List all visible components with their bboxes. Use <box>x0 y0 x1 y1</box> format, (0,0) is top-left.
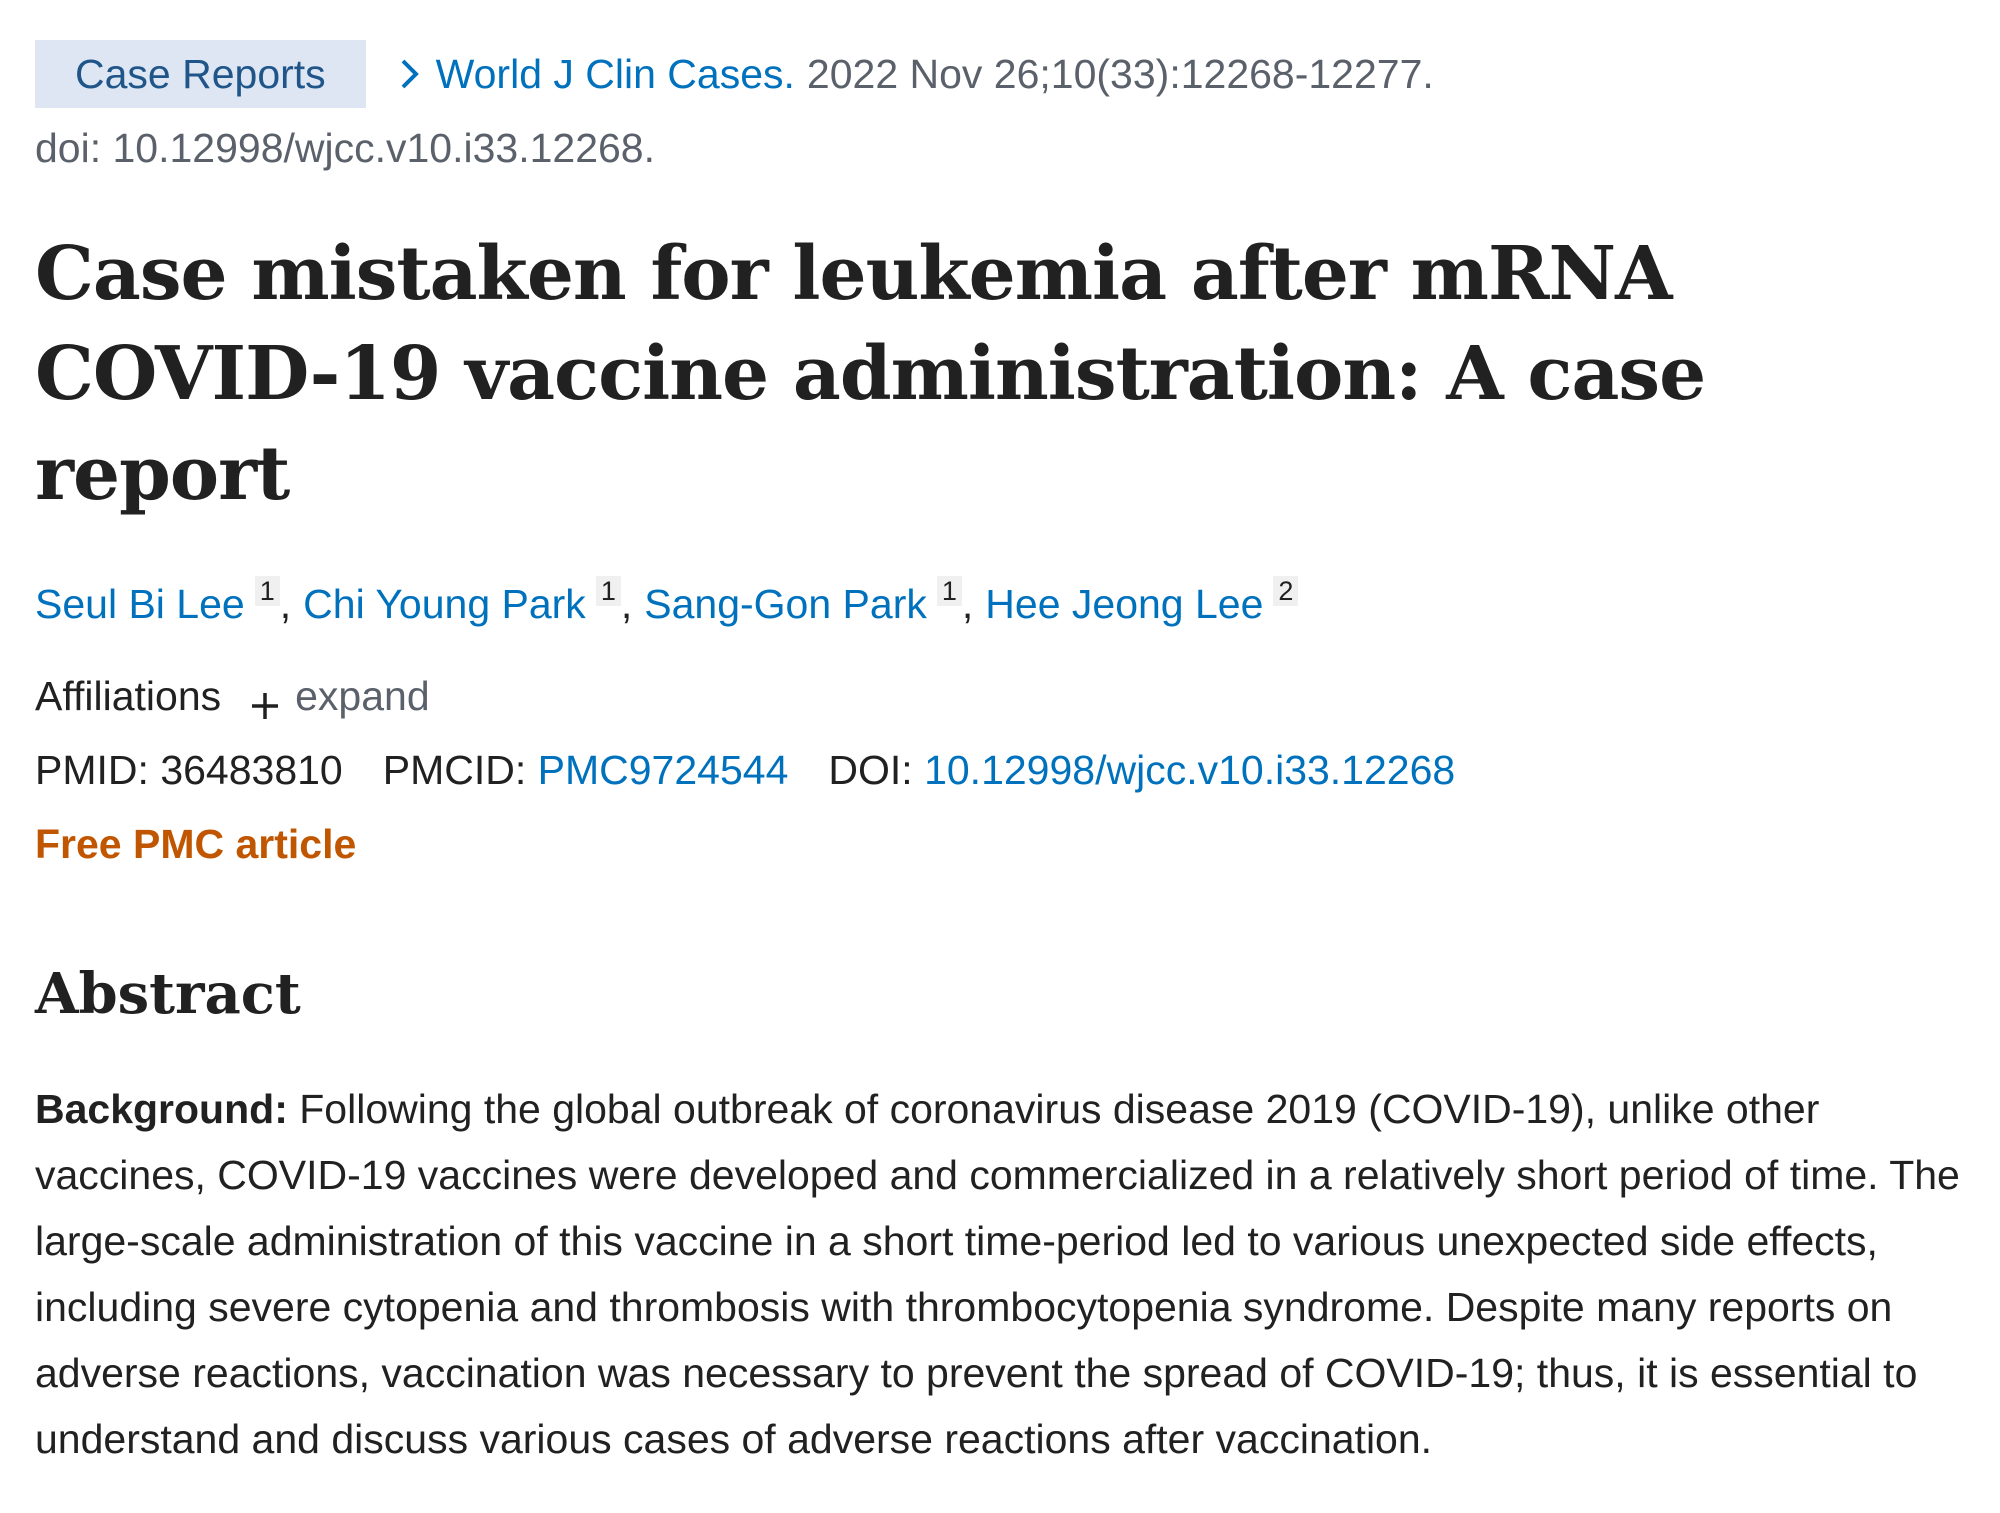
plus-icon <box>249 680 281 712</box>
journal-link[interactable]: World J Clin Cases. <box>435 50 795 97</box>
affiliations-row <box>35 668 1965 724</box>
publication-type-badge[interactable]: Case Reports <box>35 40 366 108</box>
background-label: Background: <box>35 1086 288 1133</box>
doi-line: doi: 10.12998/wjcc.v10.i33.12268. <box>35 125 656 171</box>
pmid-group <box>35 742 343 798</box>
doi-label: DOI: <box>828 747 913 793</box>
expand-label: expand <box>295 673 430 719</box>
chevron-right-icon <box>396 54 424 94</box>
affiliation-marker[interactable]: 1 <box>255 576 280 606</box>
pmcid-label: PMCID: <box>382 747 527 793</box>
author-link[interactable]: Seul Bi Lee <box>35 581 245 627</box>
affiliation-marker[interactable]: 1 <box>937 576 962 606</box>
doi-group <box>828 742 1455 798</box>
citation-row <box>35 40 1965 108</box>
citation-details: 2022 Nov 26;10(33):12268-12277. <box>806 50 1434 97</box>
affiliation-marker[interactable]: 1 <box>596 576 621 606</box>
author-list <box>35 576 1965 632</box>
doi-link[interactable]: 10.12998/wjcc.v10.i33.12268 <box>924 747 1456 793</box>
abstract-background <box>35 1076 1965 1472</box>
pmcid-link[interactable]: PMC9724544 <box>537 747 789 793</box>
abstract-heading: Abstract <box>35 961 301 1027</box>
affiliation-marker[interactable]: 2 <box>1273 576 1298 606</box>
author-separator: , <box>620 581 633 627</box>
expand-affiliations-button[interactable] <box>249 668 430 724</box>
affiliations-label: Affiliations <box>35 673 222 719</box>
background-text: Following the global outbreak of coronavirus disease 2019 (COVID-19), unlike other vaccines, COVID-19 vaccines were developed and commercialized in a relatively short period of time. The large-scale administration of this vaccine in a short time-period led to various unexpected side effects, including severe cytopenia and thrombosis with thrombocytopenia syndrome. Despite many reports on adverse reactions, vaccination was necessary to prevent the spread of COVID-19; thus, it is essential to understand and discuss various cases of adverse reactions after vaccination. <box>35 1086 1960 1463</box>
identifiers-row <box>35 742 1965 798</box>
article-page <box>35 40 1965 1513</box>
author-link[interactable]: Chi Young Park <box>303 581 586 627</box>
author-link[interactable]: Sang-Gon Park <box>644 581 927 627</box>
author-separator: , <box>279 581 292 627</box>
pmcid-group <box>383 742 789 798</box>
article-title: Case mistaken for leukemia after mRNA COVID-19 vaccine administration: A case report <box>35 231 1706 517</box>
pmid-label: PMID: <box>35 747 149 793</box>
free-pmc-article-link[interactable]: Free PMC article <box>35 821 357 867</box>
pmid-value: 36483810 <box>160 747 343 793</box>
author-link[interactable]: Hee Jeong Lee <box>985 581 1264 627</box>
author-separator: , <box>961 581 974 627</box>
